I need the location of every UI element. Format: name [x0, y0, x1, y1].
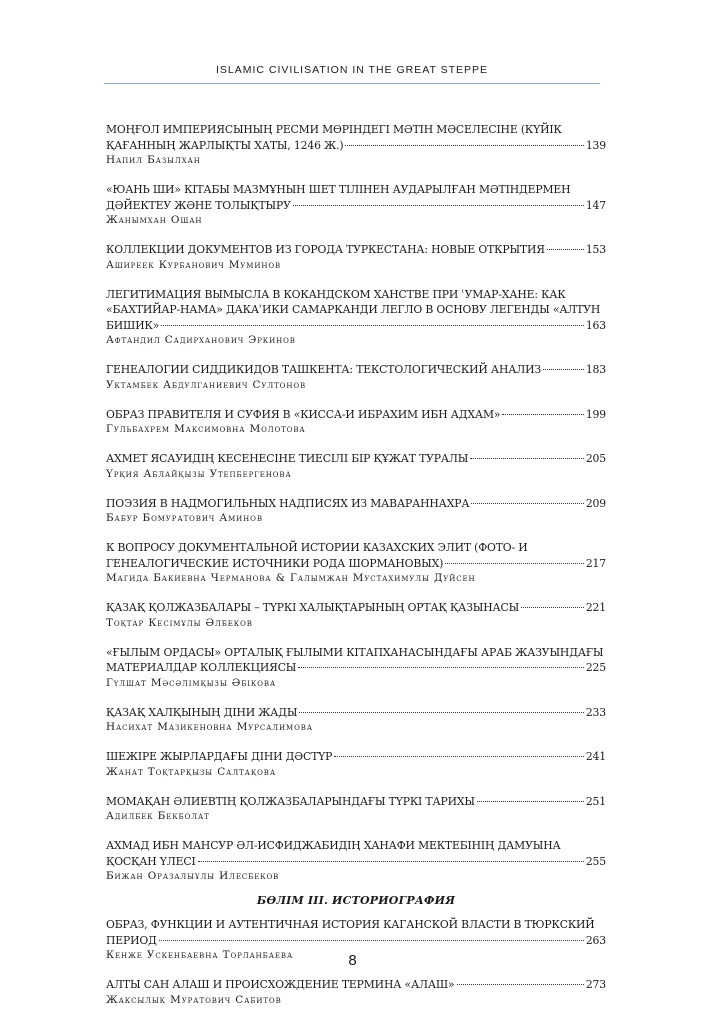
toc-entry[interactable] [106, 362, 606, 393]
entry-title [106, 362, 606, 378]
entry-title [106, 794, 606, 810]
entry-title-line: ПЕРИОД [106, 933, 157, 947]
entry-title-last-line [106, 407, 606, 423]
entry-author: Кенже Ускенбаевна Торланбаева [106, 949, 294, 961]
dot-leader [457, 984, 584, 985]
entry-page-number: 205 [585, 452, 606, 465]
entry-author: Бижан Оразалыұлы Илесбеков [106, 870, 280, 882]
entry-page-number: 273 [585, 978, 606, 991]
entry-title-line: МОМАҚАН ӘЛИЕВТІҢ ҚОЛЖАЗБАЛАРЫНДАҒЫ ТҮРКІ ТАРИХЫ [106, 794, 475, 808]
entry-title [106, 451, 606, 467]
entry-title [106, 496, 606, 512]
dot-leader [298, 667, 584, 668]
entry-title-line: К ВОПРОСУ ДОКУМЕНТАЛЬНОЙ ИСТОРИИ КАЗАХСКИХ ЭЛИТ (ФОТО- И [106, 541, 528, 554]
dot-leader [477, 801, 584, 802]
toc-entry[interactable] [106, 705, 606, 736]
entry-title-line: ҚАҒАННЫҢ ЖАРЛЫҚТЫ ХАТЫ, 1246 Ж.) [106, 138, 344, 152]
entry-title-line: «ҒЫЛЫМ ОРДАСЫ» ОРТАЛЫҚ ҒЫЛЫМИ КІТАПХАНАСЫНДАҒЫ АРАБ ЖАЗУЫНДАҒЫ [106, 645, 604, 659]
entry-title-line: ОБРАЗ, ФУНКЦИИ И АУТЕНТИЧНАЯ ИСТОРИЯ КАГАНСКОЙ ВЛАСТИ В ТЮРКСКИЙ [106, 918, 595, 931]
entry-author: Гульбахрем Максимовна Молотова [106, 423, 306, 435]
entry-title-line: ГЕНЕАЛОГИИ СИДДИКИДОВ ТАШКЕНТА: ТЕКСТОЛОГИЧЕСКИЙ АНАЛИЗ [106, 363, 541, 376]
entry-title-line: ПОЭЗИЯ В НАДМОГИЛЬНЫХ НАДПИСЯХ ИЗ МАВАРАННАХРА [106, 496, 470, 510]
entry-title [106, 917, 606, 948]
entry-title-line: КОЛЛЕКЦИИ ДОКУМЕНТОВ ИЗ ГОРОДА ТУРКЕСТАНА: НОВЫЕ ОТКРЫТИЯ [106, 243, 545, 256]
entry-title-last-line [106, 977, 606, 993]
dot-leader [471, 503, 583, 504]
dot-leader [345, 145, 583, 146]
dot-leader [159, 940, 584, 941]
entry-title-last-line [106, 198, 606, 214]
entry-title [106, 182, 606, 213]
entry-title [106, 242, 606, 258]
entry-page-number: 209 [585, 496, 606, 510]
entry-title-last-line [106, 451, 606, 467]
entry-title [106, 838, 606, 869]
entry-title-line: ҚАЗАҚ ХАЛҚЫНЫҢ ДІНИ ЖАДЫ [106, 705, 298, 719]
entry-author: Адилбек Бекболат [106, 810, 210, 822]
toc-entry[interactable] [106, 645, 606, 691]
entry-author: Афтандил Садирханович Эркинов [106, 334, 296, 346]
dot-leader [445, 563, 584, 564]
entry-title-line: ДӘЙЕКТЕУ ЖӘНЕ ТОЛЫҚТЫРУ [106, 198, 291, 212]
entry-title-last-line [106, 242, 606, 258]
toc-entry[interactable] [106, 122, 606, 168]
entry-author: Насихат Мазикеновна Мурсалимова [106, 721, 313, 733]
entry-title-last-line [106, 138, 606, 154]
entry-title-last-line [106, 749, 606, 765]
entry-title-last-line [106, 600, 606, 616]
entry-author: Тоқтар Кесімұлы Әлбеков [106, 616, 253, 629]
toc-entry[interactable] [106, 977, 606, 1008]
entry-page-number: 183 [585, 363, 606, 376]
entry-title-last-line [106, 854, 606, 870]
entry-page-number: 233 [585, 705, 606, 719]
entry-author: Жанат Тоқтарқызы Салтақова [106, 765, 277, 778]
dot-leader [502, 414, 584, 415]
entry-title-last-line [106, 933, 606, 949]
entry-title-last-line [106, 318, 606, 334]
dot-leader [161, 325, 584, 326]
entry-page-number: 225 [585, 661, 606, 674]
entry-author: Бабур Бомуратович Аминов [106, 512, 263, 524]
entry-title-line: БИШИК» [106, 318, 160, 332]
dot-leader [293, 205, 584, 206]
toc-entry[interactable] [106, 838, 606, 884]
entry-page-number: 217 [585, 556, 606, 570]
entry-page-number: 221 [585, 601, 606, 614]
toc-entry[interactable] [106, 540, 606, 586]
entry-author: Үрқия Аблайқызы Утепбергенова [106, 467, 292, 480]
dot-leader [470, 458, 584, 459]
entry-title-line: АХМЕТ ЯСАУИДІҢ КЕСЕНЕСІНЕ ТИЕСІЛІ БІР ҚҰЖАТ ТУРАЛЫ [106, 452, 469, 465]
entry-author: Уктамбек Абдулганиевич Султонов [106, 378, 307, 391]
toc-entry[interactable] [106, 496, 606, 527]
entry-title-line: ҚОСҚАН ҮЛЕСІ [106, 854, 196, 868]
entry-title [106, 977, 606, 993]
entry-title [106, 122, 606, 153]
entry-title-line: ОБРАЗ ПРАВИТЕЛЯ И СУФИЯ В «КИССА-И ИБРАХИМ ИБН АДХАМ» [106, 407, 501, 421]
entry-title [106, 287, 606, 334]
entry-title-last-line [106, 705, 606, 721]
toc-entries-part-2 [106, 122, 606, 884]
dot-leader [198, 861, 584, 862]
entry-title [106, 540, 606, 571]
toc-entry[interactable] [106, 407, 606, 438]
entry-title-line: «БАХТИЙАР-НАМА» ДАКАʾИКИ САМАРКАНДИ ЛЕГЛО В ОСНОВУ ЛЕГЕНДЫ «АЛТУН [106, 303, 601, 316]
entry-title-line: АХМАД ИБН МАНСУР ӘЛ-ИСФИДЖАБИДІҢ ХАНАФИ МЕКТЕБІНІҢ ДАМУЫНА [106, 839, 561, 852]
entry-page-number: 251 [585, 794, 606, 808]
entry-title-line: ҚАЗАҚ ҚОЛЖАЗБАЛАРЫ – ТҮРКІ ХАЛЫҚТАРЫНЫҢ ОРТАҚ ҚАЗЫНАСЫ [106, 601, 520, 614]
entry-title-last-line [106, 794, 606, 810]
entry-author: Аширеек Курбанович Муминов [106, 258, 282, 271]
toc-entry[interactable] [106, 794, 606, 825]
entry-title [106, 407, 606, 423]
entry-title-line: МОҢҒОЛ ИМПЕРИЯСЫНЫҢ РЕСМИ МӨРІНДЕГІ МӘТІН МӘСЕЛЕСІНЕ (КҮЙІК [106, 123, 562, 136]
dot-leader [547, 249, 584, 250]
entry-title-line: АЛТЫ САН АЛАШ И ПРОИСХОЖДЕНИЕ ТЕРМИНА «АЛАШ» [106, 978, 455, 991]
dot-leader [334, 756, 584, 757]
entry-page-number: 255 [585, 854, 606, 868]
entry-page-number: 139 [585, 138, 606, 152]
entry-page-number: 163 [585, 318, 606, 332]
entry-title-line: ЛЕГИТИМАЦИЯ ВЫМЫСЛА В КОКАНДСКОМ ХАНСТВЕ ПРИ ʿУМАР-ХАНЕ: КАК [106, 287, 566, 301]
entry-author: Жанымхан Ошан [106, 214, 203, 226]
dot-leader [543, 369, 584, 370]
entry-title [106, 645, 606, 676]
entry-author: Гүлшат Мәсәлімқызы Әбікова [106, 676, 277, 689]
toc-entry[interactable] [106, 451, 606, 482]
toc-entry[interactable] [106, 600, 606, 631]
entry-title-line: «ЮАНЬ ШИ» КІТАБЫ МАЗМҰНЫН ШЕТ ТІЛІНЕН АУДАРЫЛҒАН МӘТІНДЕРМЕН [106, 183, 571, 196]
entry-title [106, 705, 606, 721]
table-of-contents [106, 122, 606, 1022]
toc-entry[interactable] [106, 242, 606, 273]
entry-page-number: 241 [585, 750, 606, 763]
entry-title-last-line [106, 556, 606, 572]
entry-title-last-line [106, 660, 606, 676]
entry-title [106, 600, 606, 616]
entry-page-number: 147 [585, 198, 606, 212]
entry-title-last-line [106, 362, 606, 378]
entry-page-number: 153 [585, 243, 606, 256]
entry-author: Жаксылык Муратович Сабитов [106, 993, 282, 1006]
entry-page-number: 199 [585, 407, 606, 421]
entry-page-number: 263 [585, 933, 606, 947]
page-number: 8 [348, 952, 357, 969]
entry-title-line: ШЕЖІРЕ ЖЫРЛАРДАҒЫ ДІНИ ДӘСТҮР [106, 750, 333, 763]
section-heading: БӨЛІМ III. ИСТОРИОГРАФИЯ [256, 894, 456, 907]
toc-entry[interactable] [106, 287, 606, 349]
entry-title-line: ГЕНЕАЛОГИЧЕСКИЕ ИСТОЧНИКИ РОДА ШОРМАНОВЫХ) [106, 556, 444, 570]
entry-title-line: МАТЕРИАЛДАР КОЛЛЕКЦИЯСЫ [106, 661, 297, 674]
running-header: ISLAMIC CIVILISATION IN THE GREAT STEPPE [104, 64, 600, 84]
dot-leader [521, 607, 584, 608]
dot-leader [299, 712, 583, 713]
entry-author: Магида Бакиевна Черманова & Галымжан Мустахимулы Дуйсен [106, 572, 476, 584]
toc-entry[interactable] [106, 749, 606, 780]
entry-title [106, 749, 606, 765]
toc-entry[interactable] [106, 182, 606, 228]
entry-author: Напил Базылхан [106, 154, 201, 166]
entry-title-last-line [106, 496, 606, 512]
